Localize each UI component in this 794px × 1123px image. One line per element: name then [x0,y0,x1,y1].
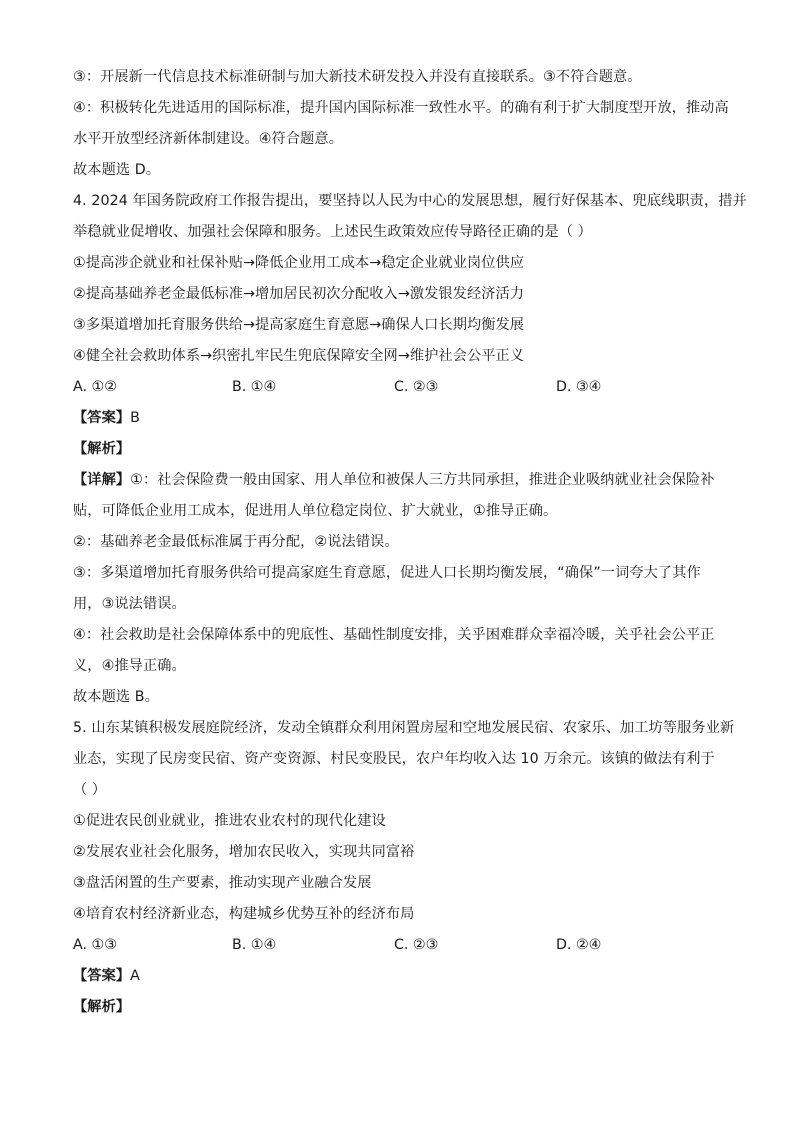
q3-detail-item-3: ③：开展新一代信息技术标准研制与加大新技术研发投入并没有直接联系。③不符合题意。 [73,69,642,85]
q4-detail-3-line-1: ③：多渠道增加托育服务供给可提高家庭生育意愿，促进人口长期均衡发展，“确保”一词夸大了其作 [73,565,701,581]
q4-options [73,372,724,403]
q4-option-a: A. ①② [73,379,117,395]
q5-stem-line-2: 业态，实现了民房变民宿、资产变资源、村民变股民，农户年均收入达 10 万余元。该镇的做法有利于 [73,751,715,767]
q4-analysis-label: 【解析】 [73,441,131,457]
q3-analysis-tail [73,62,729,186]
q4-option-b: B. ①④ [232,379,277,395]
q4-statement-4: ④健全社会救助体系→织密扎牢民生兜底保障安全网→维护社会公平正义 [73,348,525,364]
q4-statement-1: ①提高涉企就业和社保补贴→降低企业用工成本→稳定企业就业岗位供应 [73,255,525,271]
q4-answer-label: 【答案】 [73,410,131,426]
q5-option-c: C. ②③ [394,937,439,953]
q4-answer-value: B [130,410,140,426]
q4-detail-2: ②：基础养老金最低标准属于再分配，②说法错误。 [73,534,399,550]
q4-option-d: D. ③④ [556,379,602,395]
q5-analysis [73,992,724,1023]
q4-detail-4-line-2: 义，④推导正确。 [73,658,186,674]
q5-option-a: A. ①③ [73,937,117,953]
q5-stem-line-3: （ ） [73,782,107,798]
q4-stem-line-2: 举稳就业促增收、加强社会保障和服务。上述民生政策效应传导路径正确的是（ ） [73,224,592,240]
q3-detail-item-4-line-2: 水平开放型经济新体制建设。④符合题意。 [73,131,343,147]
q4-stem-line-1: 4. 2024 年国务院政府工作报告提出，要坚持以人民为中心的发展思想，履行好保基本、兜底线职责，措并 [73,193,747,209]
q3-detail-item-4-line-1: ④：积极转化先进适用的国际标准，提升国内国际标准一致性水平。的确有利于扩大制度型开放，推动高 [73,100,729,116]
q3-conclusion: 故本题选 D。 [73,162,161,178]
q4-detail-4-line-1: ④：社会救助是社会保障体系中的兜底性、基础性制度安排，关乎困难群众幸福冷暖，关乎社会公平正 [73,627,715,643]
q4-detail-1-text: ①：社会保险费一般由国家、用人单位和被保人三方共同承担，推进企业吸纳就业社会保险补 [130,472,715,488]
q5-answer-label: 【答案】 [73,968,131,984]
q4-conclusion: 故本题选 B。 [73,689,159,705]
q5-statement-1: ①促进农民创业就业，推进农业农村的现代化建设 [73,813,386,829]
q4-statement-3: ③多渠道增加托育服务供给→提高家庭生育意愿→确保人口长期均衡发展 [73,317,525,333]
question-5 [73,713,735,1023]
q5-statement-3: ③盘活闲置的生产要素，推动实现产业融合发展 [73,875,372,891]
q4-option-c: C. ②③ [394,379,439,395]
q5-statement-2: ②发展农业社会化服务，增加农民收入，实现共同富裕 [73,844,415,860]
q5-option-d: D. ②④ [556,937,602,953]
q4-analysis [73,434,724,465]
q5-answer-value: A [130,968,140,984]
q4-detail-1-line-1 [73,465,724,496]
q4-statement-2: ②提高基础养老金最低标准→增加居民初次分配收入→激发银发经济活力 [73,286,525,302]
question-4 [73,186,747,713]
q5-statement-4: ④培育农村经济新业态，构建城乡优势互补的经济布局 [73,906,415,922]
q4-detail-label: 【详解】 [73,472,131,488]
q4-detail-1-line-2: 贴，可降低企业用工成本，促进用人单位稳定岗位、扩大就业，①推导正确。 [73,503,558,519]
q4-answer [73,403,724,434]
q5-option-b: B. ①④ [232,937,277,953]
q4-detail-3-line-2: 用，③说法错误。 [73,596,186,612]
q5-analysis-label: 【解析】 [73,999,131,1015]
q5-answer [73,961,724,992]
q5-options [73,930,724,961]
q5-stem-line-1: 5. 山东某镇积极发展庭院经济，发动全镇群众利用闲置房屋和空地发展民宿、农家乐、加工坊等服务业新 [73,720,735,736]
